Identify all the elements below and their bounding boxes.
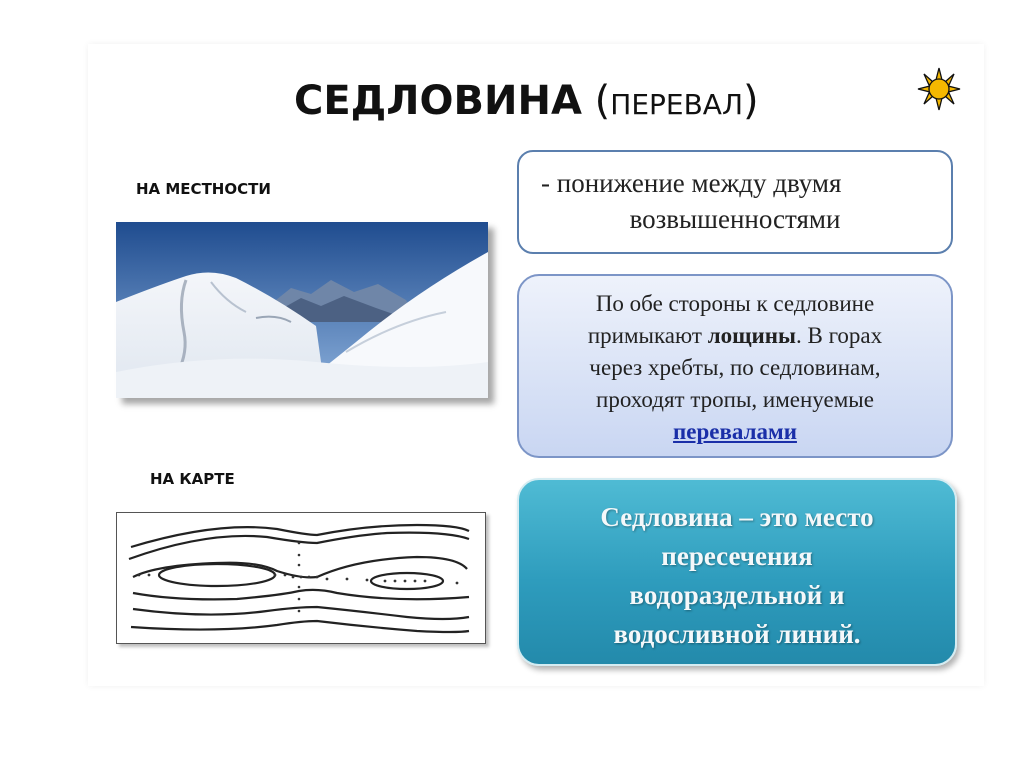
label-terrain: НА МЕСТНОСТИ: [136, 180, 271, 198]
page-title: [294, 78, 759, 124]
definition-box: [517, 150, 953, 254]
info-line-3: через хребты, по седловинам,: [589, 355, 881, 380]
info-line-1: По обе стороны к седловине: [595, 291, 875, 316]
info-box: [517, 274, 953, 458]
info-line-4: проходят тропы, именуемые: [596, 387, 874, 412]
title-sub: ПЕРЕВАЛ: [610, 88, 744, 121]
title-open-paren: (: [581, 78, 611, 124]
summary-line-4: водосливной линий.: [613, 619, 861, 649]
sun-icon: [916, 66, 962, 112]
summary-line-3: водораздельной и: [629, 580, 845, 610]
label-map: НА КАРТЕ: [150, 470, 235, 488]
perevaly-link[interactable]: перевалами: [673, 419, 797, 444]
info-line-2: [519, 320, 951, 352]
summary-box: [517, 478, 957, 666]
title-close-paren: ): [743, 78, 759, 124]
info-line-2-post: . В горах: [795, 323, 883, 348]
summary-line-1: Седловина – это место: [600, 502, 874, 532]
definition-line-1: - понижение между двумя: [541, 168, 842, 198]
info-line-2-pre: примыкают: [587, 323, 708, 348]
title-main: СЕДЛОВИНА: [294, 78, 582, 124]
terrain-photo: [116, 222, 488, 398]
info-term-lozhiny: лощины: [707, 323, 796, 348]
contour-map: [116, 512, 486, 644]
definition-line-2: возвышенностями: [629, 204, 841, 234]
summary-line-2: пересечения: [661, 541, 813, 571]
